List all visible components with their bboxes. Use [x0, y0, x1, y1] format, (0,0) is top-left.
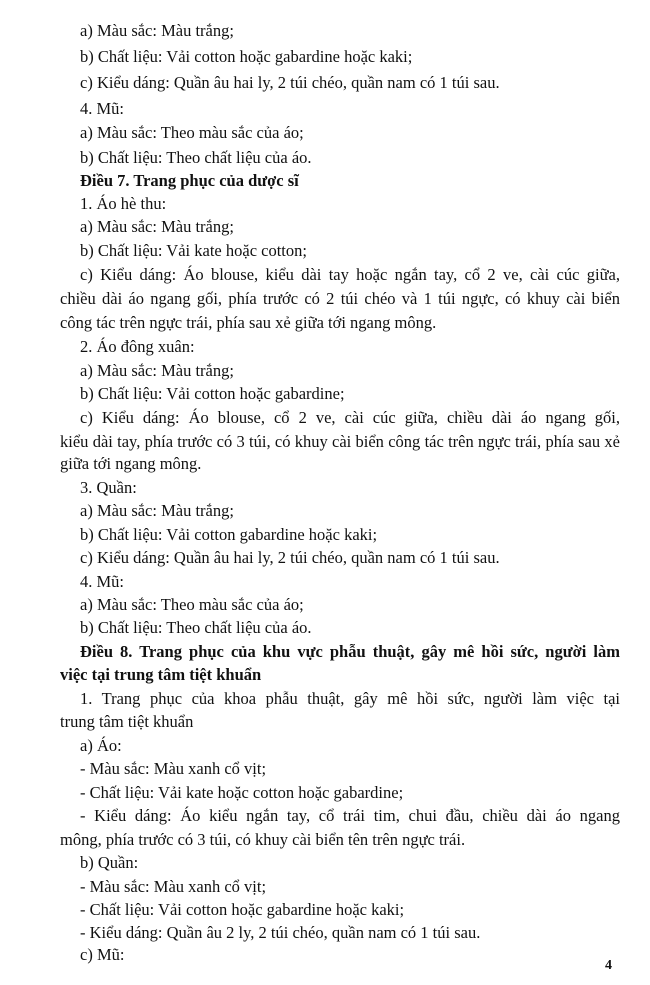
text-line: - Màu sắc: Màu xanh cổ vịt;	[80, 877, 267, 896]
page-number: 4	[605, 958, 612, 973]
text-line: a) Màu sắc: Theo màu sắc của áo;	[80, 595, 304, 614]
text-line: - Chất liệu: Vải kate hoặc cotton hoặc gabardine;	[80, 783, 404, 802]
text-line: a) Màu sắc: Theo màu sắc của áo;	[80, 123, 304, 142]
text-line: a) Màu sắc: Màu trắng;	[80, 361, 234, 380]
text-line: kiểu dài tay, phía trước có 3 túi, có khuy cài biển công tác trên ngực trái, phía sau xẻ	[60, 432, 620, 451]
text-line: b) Chất liệu: Theo chất liệu của áo.	[80, 148, 312, 167]
text-line: a) Màu sắc: Màu trắng;	[80, 21, 234, 40]
text-line: 4. Mũ:	[80, 99, 125, 118]
text-line: a) Áo:	[80, 736, 122, 755]
text-line: - Kiểu dáng: Quần âu 2 ly, 2 túi chéo, quần nam có 1 túi sau.	[80, 923, 481, 942]
text-line: 4. Mũ:	[80, 572, 125, 591]
text-line: c) Kiểu dáng: Áo blouse, cổ 2 ve, cài cúc giữa, chiều dài áo ngang gối,	[80, 408, 620, 427]
section-heading-dieu-8: Điều 8. Trang phục của khu vực phẫu thuật, gây mê hồi sức, người làm	[80, 642, 620, 661]
text-line: a) Màu sắc: Màu trắng;	[80, 217, 234, 236]
text-line: c) Kiểu dáng: Quần âu hai ly, 2 túi chéo, quần nam có 1 túi sau.	[80, 73, 500, 92]
text-line: b) Quần:	[80, 853, 139, 872]
text-line: - Chất liệu: Vải cotton hoặc gabardine hoặc kaki;	[80, 900, 405, 919]
text-line: b) Chất liệu: Theo chất liệu của áo.	[80, 618, 312, 637]
section-heading-dieu-7: Điều 7. Trang phục của dược sĩ	[80, 171, 299, 190]
text-line: c) Kiểu dáng: Quần âu hai ly, 2 túi chéo, quần nam có 1 túi sau.	[80, 548, 500, 567]
text-line: 1. Trang phục của khoa phẫu thuật, gây mê hồi sức, người làm việc tại	[80, 689, 620, 708]
text-line: mông, phía trước có 3 túi, có khuy cài biển tên trên ngực trái.	[60, 830, 466, 849]
text-line: b) Chất liệu: Vải kate hoặc cotton;	[80, 241, 307, 260]
text-line: b) Chất liệu: Vải cotton hoặc gabardine;	[80, 384, 345, 403]
text-line: 1. Áo hè thu:	[80, 194, 167, 213]
text-line: c) Kiểu dáng: Áo blouse, kiểu dài tay hoặc ngắn tay, cổ 2 ve, cài cúc giữa,	[80, 265, 620, 284]
text-line: b) Chất liệu: Vải cotton hoặc gabardine hoặc kaki;	[80, 47, 413, 66]
text-line: b) Chất liệu: Vải cotton gabardine hoặc kaki;	[80, 525, 378, 544]
text-line: giữa tới ngang mông.	[60, 454, 202, 473]
section-heading-dieu-8-cont: việc tại trung tâm tiệt khuẩn	[60, 665, 262, 684]
text-line: trung tâm tiệt khuẩn	[60, 712, 194, 731]
text-line: công tác trên ngực trái, phía sau xẻ giữa tới ngang mông.	[60, 313, 437, 332]
text-line: chiều dài áo ngang gối, phía trước có 2 túi chéo và 1 túi ngực, có khuy cài biển	[60, 289, 620, 308]
text-line: - Màu sắc: Màu xanh cổ vịt;	[80, 759, 267, 778]
text-line: a) Màu sắc: Màu trắng;	[80, 501, 234, 520]
text-line: c) Mũ:	[80, 945, 125, 964]
text-line: - Kiểu dáng: Áo kiểu ngắn tay, cổ trái tim, chui đầu, chiều dài áo ngang	[80, 806, 620, 825]
text-line: 3. Quần:	[80, 478, 137, 497]
text-line: 2. Áo đông xuân:	[80, 337, 195, 356]
